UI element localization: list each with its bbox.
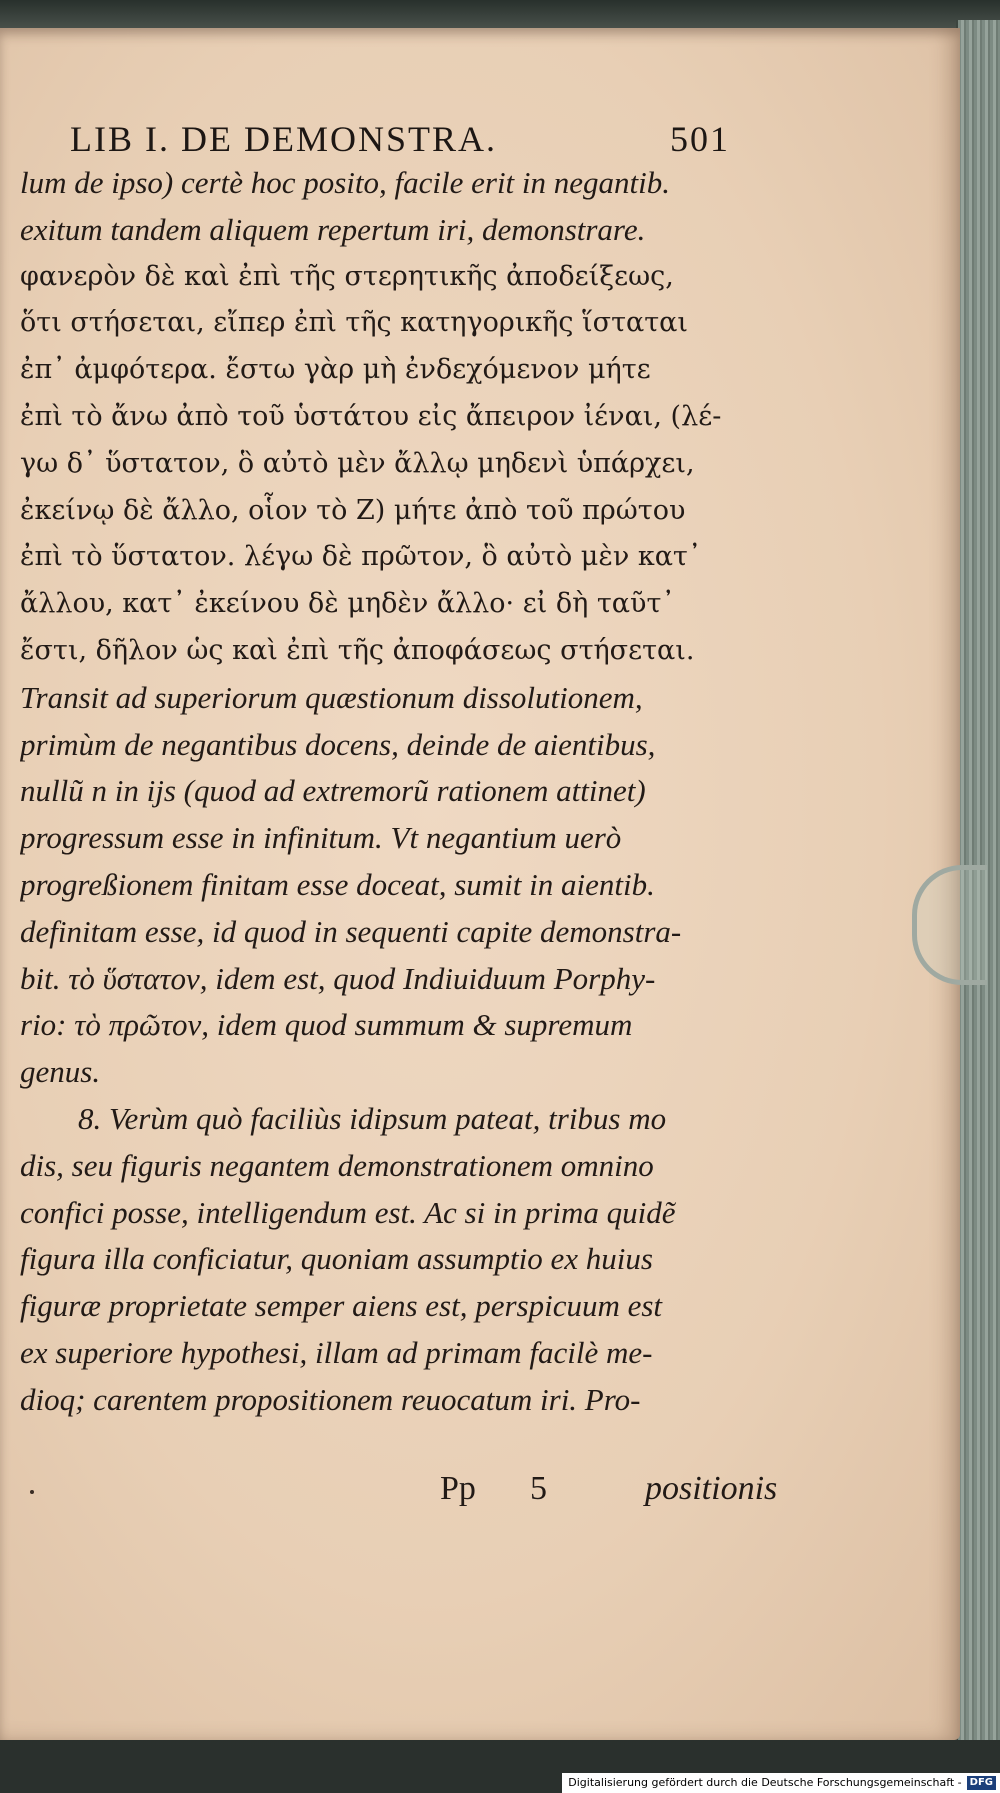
ink-mark [30,1490,34,1494]
text-line: Transit ad superiorum quæstionum dissolutionem, [20,679,643,715]
signature-mark: Pp [440,1470,476,1507]
greek-text-line: φανερὸν δὲ καὶ ἐπὶ τῆς στερητικῆς ἀποδείξεως, [20,260,674,292]
greek-text-line: ἄλλου, κατ᾽ ἐκείνου δὲ μηδὲν ἄλλο· εἰ δὴ ταῦτ᾽ [20,588,675,620]
text-line: figura illa conficiatur, quoniam assumptio ex huius [20,1241,653,1277]
book-top-edge [0,0,1000,30]
catchword: positionis [645,1470,778,1507]
greek-text-line: ἐπ᾽ ἀμφότερα. ἔστω γὰρ μὴ ἐνδεχόμενον μήτε [20,354,651,386]
text-line: ex superiore hypothesi, illam ad primam facilè me- [20,1334,653,1370]
dfg-logo: DFG [967,1776,996,1790]
greek-text-line: ἐκείνῳ δὲ ἄλλο, οἷον τὸ Ζ) μήτε ἀπὸ τοῦ πρώτου [20,494,686,526]
greek-text-line: ἐπὶ τὸ ἄνω ἀπὸ τοῦ ὑστάτου εἰς ἄπειρον ἰέναι, (λέ- [20,400,722,432]
page-clip [912,865,987,985]
text-line: dioq; carentem propositionem reuocatum iri. Pro- [20,1381,641,1417]
greek-text-line: ὅτι στήσεται, εἴπερ ἐπὶ τῆς κατηγορικῆς ἵσταται [20,307,688,339]
text-line: figuræ proprietate semper aiens est, perspicuum est [20,1288,663,1324]
paragraph-start-line: 8. Verùm quò faciliùs idipsum pateat, tribus mo [78,1100,667,1136]
running-head [70,118,730,162]
text-line: progressum esse in infinitum. Vt negantium uerò [20,820,622,856]
signature-number: 5 [530,1470,547,1507]
running-title: LIB I. DE DEMONSTRA. [70,119,497,159]
text-line: primùm de negantibus docens, deinde de aientibus, [20,726,656,762]
greek-text-line: ἐπὶ τὸ ὕστατον. λέγω δὲ πρῶτον, ὃ αὐτὸ μὲν κατ᾽ [20,541,702,573]
text-line: lum de ipso) certè hoc posito, facile erit in negantib. [20,165,671,200]
greek-text-line: γω δ᾽ ὕστατον, ὃ αὐτὸ μὲν ἄλλῳ μηδενὶ ὑπάρχει, [20,447,695,479]
text-line: dis, seu figuris negantem demonstrationem omnino [20,1147,654,1183]
text-line: exitum tandem aliquem repertum iri, demonstrare. [20,211,646,247]
text-line: nullũ n in ijs (quod ad extremorũ rationem attinet) [20,773,646,809]
greek-text-line: ἔστι, δῆλον ὡς καὶ ἐπὶ τῆς ἀποφάσεως στήσεται. [20,634,695,666]
text-line: bit. τὸ ὕστατον, idem est, quod Indiuiduum Porphy- [20,960,656,996]
text-line: genus. [20,1054,101,1090]
text-line: confici posse, intelligendum est. Ac si in prima quidẽ [20,1194,676,1230]
digitization-credit [562,1773,1000,1793]
credit-text: Digitalisierung gefördert durch die Deutsche Forschungsgemeinschaft - [568,1776,962,1789]
page-footer [440,1470,800,1520]
page-number: 501 [670,119,730,159]
text-line: rio: τὸ πρῶτον, idem quod summum & supremum [20,1007,633,1043]
body-text [20,160,900,1424]
text-line: definitam esse, id quod in sequenti capite demonstra- [20,913,682,949]
text-line: progreßionem finitam esse doceat, sumit in aientib. [20,866,655,902]
